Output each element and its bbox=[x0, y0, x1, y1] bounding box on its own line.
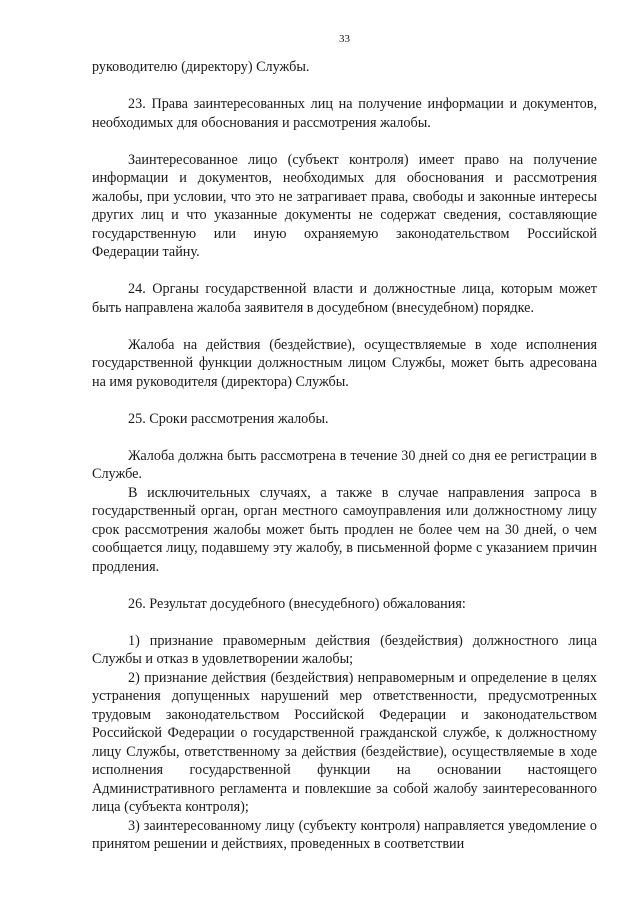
paragraph-continuation: руководителю (директору) Службы. bbox=[92, 59, 310, 75]
section-heading-23: 23. Права заинтересованных лиц на получение информации и документов, необходимых для обоснования и рассмотрения жалобы. bbox=[92, 96, 597, 131]
list-item-3: 3) заинтересованному лицу (субъекту контроля) направляется уведомление о принятом решении и действиях, проведенных в соответствии bbox=[92, 817, 597, 852]
section-heading-26: 26. Результат досудебного (внесудебного) обжалования: bbox=[128, 595, 466, 612]
paragraph-review-period: Жалоба должна быть рассмотрена в течение 30 дней со дня ее регистрации в Службе. bbox=[92, 447, 597, 482]
section-heading-25: 25. Сроки рассмотрения жалобы. bbox=[128, 410, 329, 427]
section-heading-24: 24. Органы государственной власти и должностные лица, которым может быть направлена жалоба заявителя в досудебном (внесудебном) порядке. bbox=[92, 281, 597, 316]
paragraph-right-to-information: Заинтересованное лицо (субъект контроля) имеет право на получение информации и документов, необходимых для обоснования и рассмотрения жалобы, при условии, что это не затрагивает права, свободы и законные интересы других лиц и что указанные документы не содержат сведения, составляющие государственную или иную охраняемую законодательством Российской Федерации тайну. bbox=[92, 151, 597, 260]
list-item-1: 1) признание правомерным действия (бездействия) должностного лица Службы и отказ в удовлетворении жалобы; bbox=[92, 632, 597, 667]
list-item-2: 2) признание действия (бездействия) неправомерным и определение в целях устранения допущенных нарушений мер ответственности, предусмотренных трудовым законодательством Российской Федерации и законодательством Российской Федерации о государственной гражданской службе, к должностному лицу Службы, ответственному за действия (бездействие), осуществляемые в ходе исполнения государственной функции на основании настоящего Административного регламента и повлекшие за собой жалобу заинтересованного лица (субъекта контроля); bbox=[92, 669, 597, 815]
paragraph-complaint-address: Жалоба на действия (бездействие), осуществляемые в ходе исполнения государственной функции должностным лицом Службы, может быть адресована на имя руководителя (директора) Службы. bbox=[92, 336, 597, 390]
paragraph-extension: В исключительных случаях, а также в случае направления запроса в государственный орган, орган местного самоуправления или должностному лицу срок рассмотрения жалобы может быть продлен не более чем на 30 дней, о чем сообщается лицу, подавшему эту жалобу, в письменной форме с указанием причин продления. bbox=[92, 484, 597, 575]
page-number: 33 bbox=[339, 33, 350, 45]
document-body bbox=[92, 58, 597, 854]
